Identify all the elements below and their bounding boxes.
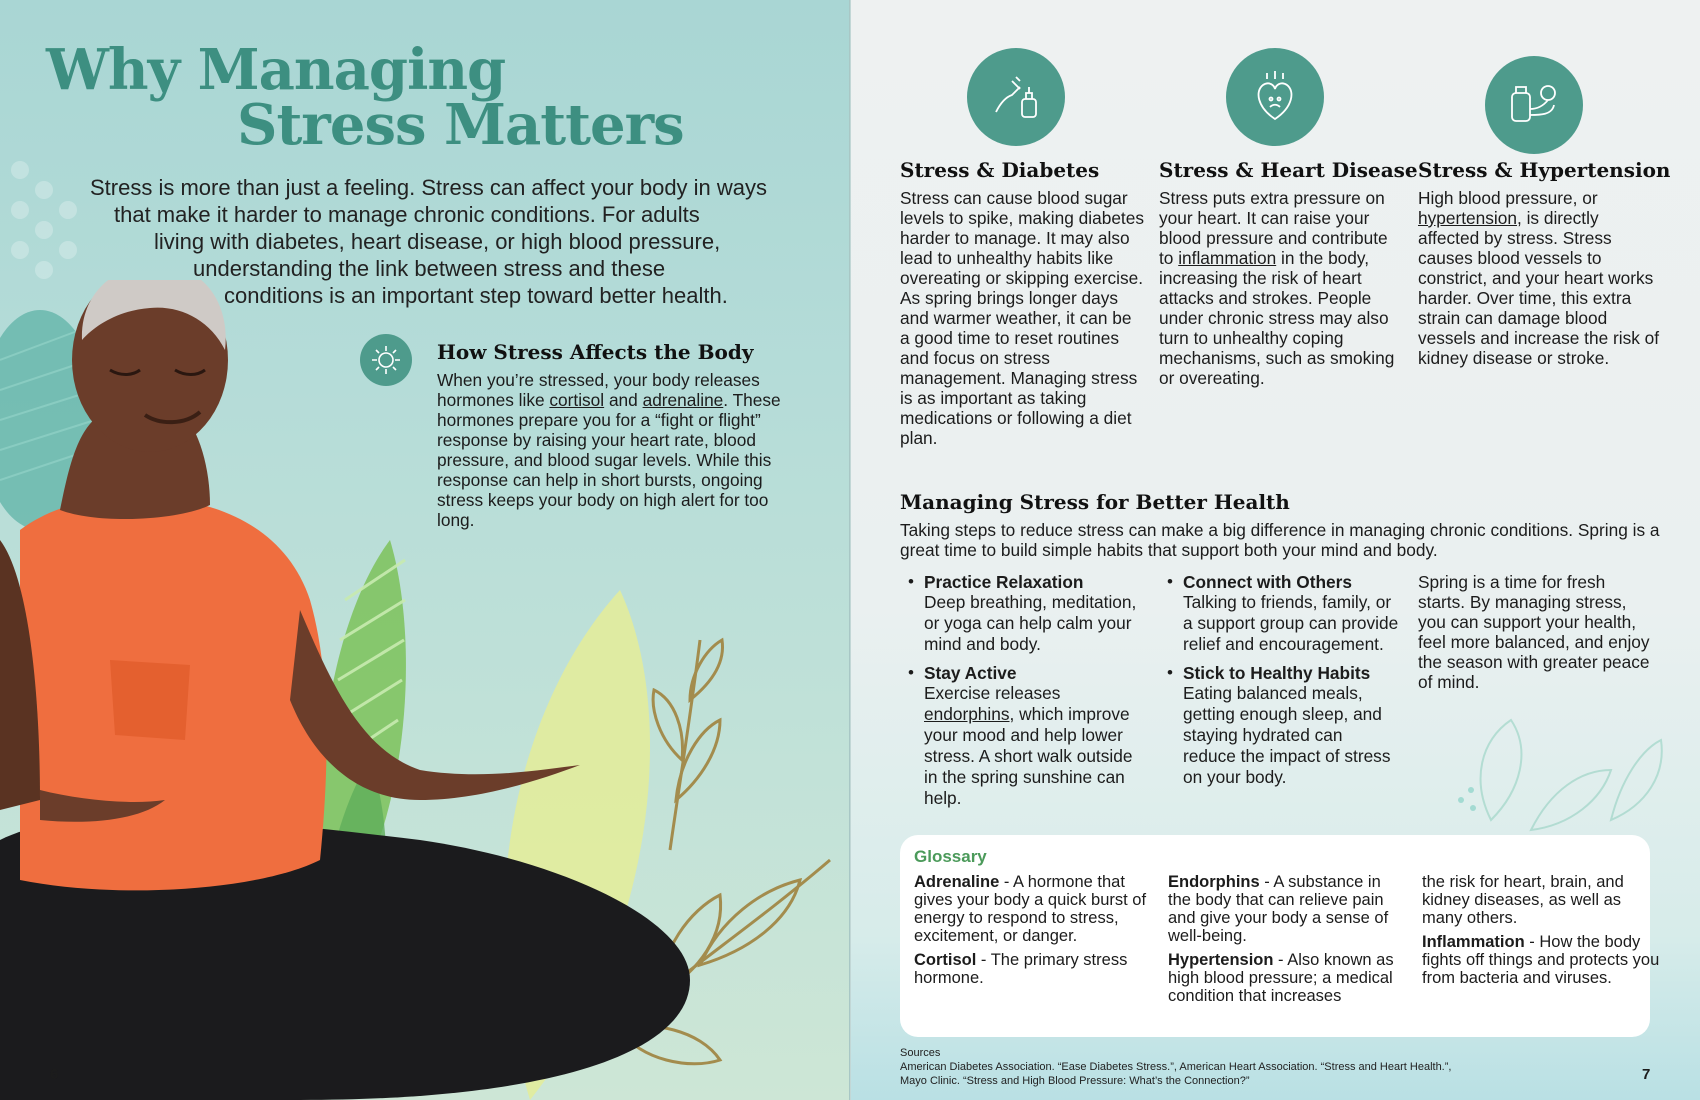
text-run: , which improve your mood and help lower stress. A short walk outside in the spring sunshine can help. (924, 704, 1133, 808)
text-run: When you’re stressed, your body releases hormones like (437, 370, 760, 410)
bullet-dot: • (1167, 572, 1173, 591)
bullet-text (924, 683, 1132, 808)
intro-line: understanding the link between stress and these (193, 256, 666, 281)
bullet-list-right (1159, 572, 1399, 796)
cortisol-term: cortisol (549, 390, 605, 410)
list-item (900, 572, 1140, 655)
hypertension-heading: Stress & Hypertension (1418, 158, 1671, 182)
glossary-term: Inflammation (1422, 933, 1525, 951)
intro-line: living with diabetes, heart disease, or high blood pressure, (154, 229, 721, 254)
bullet-text: Eating balanced meals, getting enough sleep, and staying hydrated can reduce the impact of stress on your body. (1183, 683, 1391, 787)
diabetes-column (900, 158, 1145, 448)
intro-line: conditions is an important step toward better health. (224, 283, 728, 308)
diabetes-heading: Stress & Diabetes (900, 158, 1100, 182)
how-stress-section (437, 340, 797, 530)
blood-pressure-icon (1485, 56, 1583, 154)
endorphins-term: endorphins (924, 704, 1010, 724)
text-run: in the body, increasing the risk of heart attacks and strokes. People under chronic stress may also turn to unhealthy coping mechanisms, such as smoking or overeating. (1159, 248, 1395, 388)
managing-stress-heading: Managing Stress for Better Health (900, 490, 1290, 514)
glossary-title: Glossary (914, 847, 987, 866)
sources-label: Sources (900, 1047, 941, 1059)
adrenaline-term: adrenaline (642, 390, 724, 410)
managing-stress-section (900, 490, 1660, 560)
glossary-definition-continued: the risk for heart, brain, and kidney diseases, as well as many others. (1422, 873, 1624, 927)
intro-line: Stress is more than just a feeling. Stress can affect your body in ways (90, 175, 768, 200)
page-title-line2: Stress Matters (237, 92, 684, 158)
text-run: . These hormones prepare you for a “fight or flight” response by raising your heart rate, blood pressure, and blood sugar levels. While this response can help in short bursts, ongoing stress keeps your body on high alert for too long. (437, 390, 781, 530)
source-line: American Diabetes Association. “Ease Diabetes Stress.”, American Heart Association. “Stress and Heart Health.”, (900, 1061, 1452, 1073)
hypertension-term: hypertension (1418, 208, 1517, 228)
bullet-text: Deep breathing, meditation, or yoga can help calm your mind and body. (924, 592, 1137, 654)
hypertension-column (1418, 158, 1671, 368)
heart-disease-icon (1226, 48, 1324, 146)
glossary-column (914, 873, 1154, 993)
intro-paragraph (60, 174, 830, 309)
glossary-term: Cortisol (914, 951, 977, 969)
bullet-title: Stay Active (924, 663, 1017, 683)
closing-paragraph: Spring is a time for fresh starts. By managing stress, you can support your health, feel more balanced, and enjoy the season with greater peace of mind. (1418, 572, 1650, 692)
page-number: 7 (1642, 1066, 1651, 1083)
bullet-text: Talking to friends, family, or a support group can provide relief and encouragement. (1183, 592, 1399, 654)
list-item (1159, 663, 1399, 788)
source-line: Mayo Clinic. “Stress and High Blood Pressure: What’s the Connection?” (900, 1075, 1250, 1087)
heart-disease-column (1159, 158, 1418, 388)
glossary-column (1168, 873, 1408, 1011)
glossary-definition: - The primary stress hormone. (914, 951, 1128, 987)
glossary-entry (1168, 951, 1408, 1005)
glossary-definition: - Also known as high blood pressure; a medical condition that increases (1168, 951, 1394, 1005)
heart-disease-text (1159, 188, 1404, 388)
bullet-title: Connect with Others (1183, 572, 1352, 592)
inflammation-term: inflammation (1178, 248, 1277, 268)
page-number: 6 (50, 1066, 59, 1083)
page-title-line1: Why Managing (46, 37, 506, 103)
hypertension-text (1418, 188, 1663, 368)
glossary-definition: - How the body fights off things and protects you from bacteria and viruses. (1422, 933, 1660, 987)
glossary-entry (914, 873, 1154, 945)
intro-line: that make it harder to manage chronic conditions. For adults (114, 202, 700, 227)
bullet-dot: • (1167, 663, 1173, 682)
glossary-definition: - A substance in the body that can relieve pain and give your body a sense of well-being. (1168, 873, 1389, 945)
glossary-term: Endorphins (1168, 873, 1260, 891)
text-run: , is directly affected by stress. Stress causes blood vessels to constrict, and your heart works harder. Over time, this extra strain can damage blood vessels and increase the risk of kidney disease or stroke. (1418, 208, 1660, 368)
how-stress-text (437, 370, 797, 530)
diabetes-icon (967, 48, 1065, 146)
bullet-list-left (900, 572, 1140, 817)
glossary-entry (914, 951, 1154, 987)
list-item (1159, 572, 1399, 655)
bullet-title: Practice Relaxation (924, 572, 1084, 592)
sources (900, 1046, 1600, 1088)
text-run: Exercise releases (924, 683, 1061, 703)
bullet-dot: • (908, 663, 914, 682)
text-run: and (604, 390, 643, 410)
glossary-entry (1168, 873, 1408, 945)
bullet-dot: • (908, 572, 914, 591)
how-stress-heading: How Stress Affects the Body (437, 340, 754, 364)
list-item (900, 663, 1140, 809)
managing-stress-intro: Taking steps to reduce stress can make a big difference in managing chronic conditions. Spring is a great time to build simple habits that support both your mind and body. (900, 520, 1660, 560)
glossary-entry (1422, 933, 1662, 987)
glossary-term: Hypertension (1168, 951, 1274, 969)
glossary-column (1422, 873, 1662, 993)
text-run: High blood pressure, or (1418, 188, 1598, 208)
text-run: Stress puts extra pressure on your heart. It can raise your blood pressure and contribute to (1159, 188, 1388, 268)
glossary-box (900, 835, 1660, 1037)
bullet-title: Stick to Healthy Habits (1183, 663, 1371, 683)
stress-burst-icon (360, 334, 412, 386)
glossary-term: Adrenaline (914, 873, 1000, 891)
heart-disease-heading: Stress & Heart Disease (1159, 158, 1418, 182)
diabetes-text: Stress can cause blood sugar levels to spike, making diabetes harder to manage. It may also lead to unhealthy habits like overeating or skipping exercise. As spring brings longer days and warmer weather, it can be a good time to reset routines and focus on stress management. Managing stress is as important as taking medications or following a diet plan. (900, 188, 1144, 448)
glossary-definition: - A hormone that gives your body a quick burst of energy to respond to stress, excitement, or danger. (914, 873, 1147, 945)
